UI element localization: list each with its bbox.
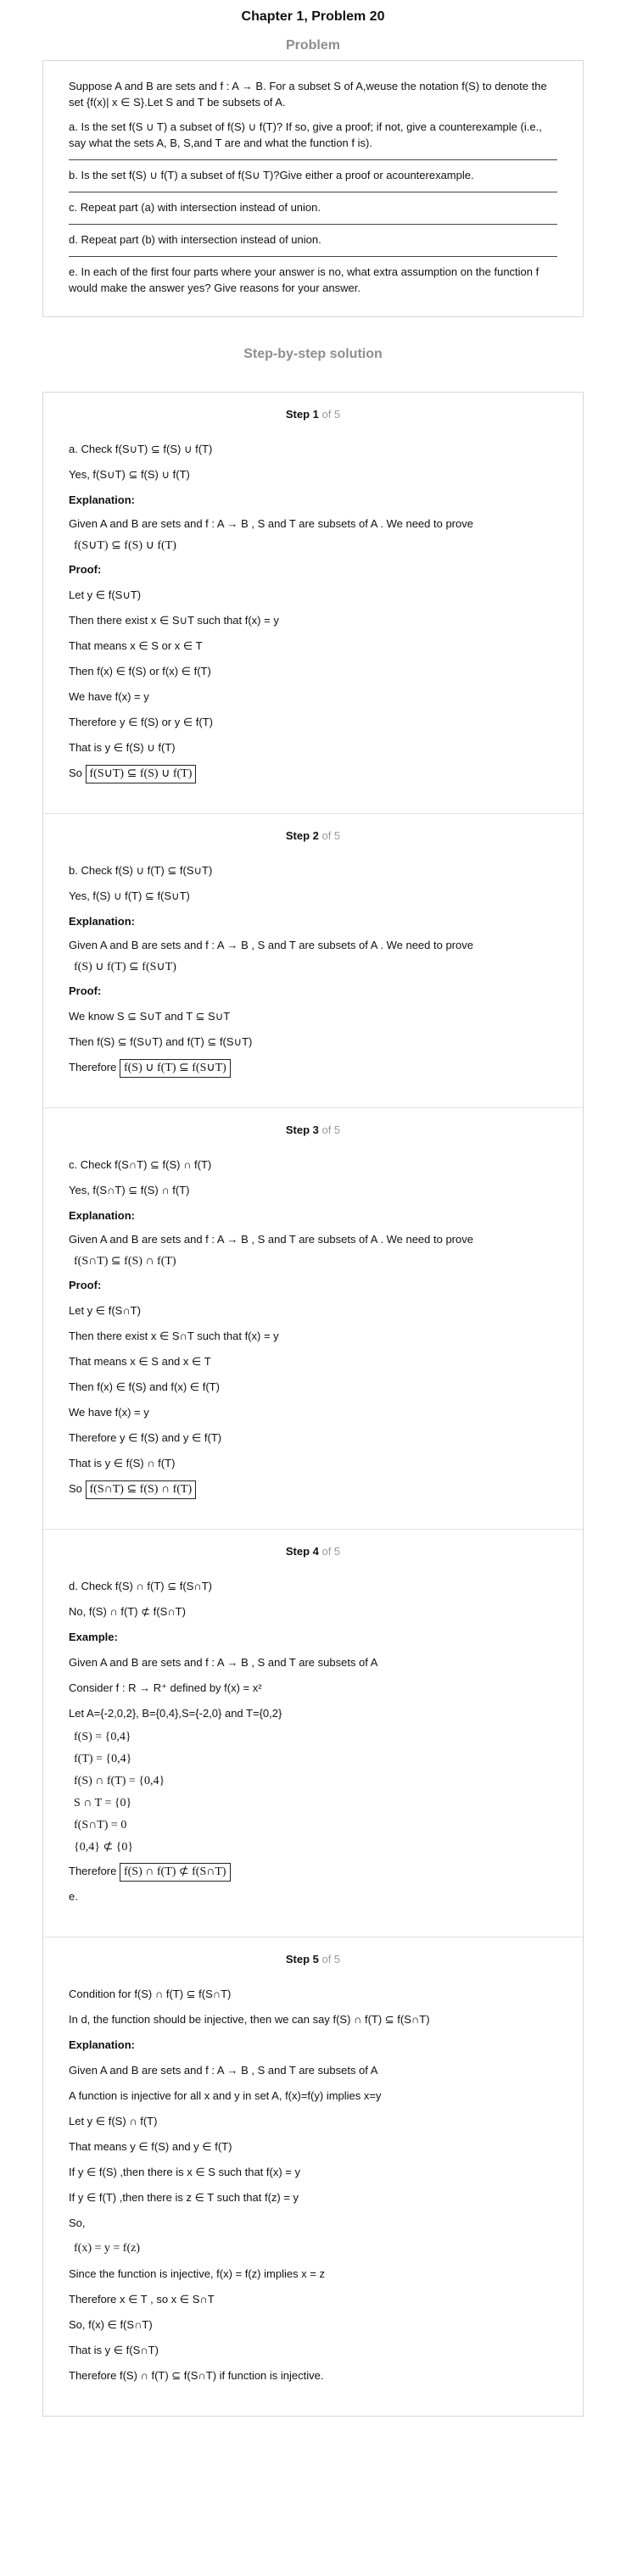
- step-3: [43, 1108, 583, 1530]
- problem-part-d: d. Repeat part (b) with intersection instead of union.: [69, 233, 321, 246]
- conclusion-line: So f(S∪T) ⊆ f(S) ∪ f(T): [69, 761, 557, 786]
- boxed-result: f(S∩T) ⊆ f(S) ∩ f(T): [86, 1480, 197, 1499]
- step-line: That is y ∈ f(S) ∪ f(T): [69, 741, 176, 754]
- step-line: Since the function is injective, f(x) = f(z) implies x = z: [69, 2267, 325, 2280]
- step-line: d. Check f(S) ∩ f(T) ⊆ f(S∩T): [69, 1580, 212, 1592]
- math-line: f(S) = {0,4}: [74, 1731, 131, 1743]
- step-line: That means x ∈ S or x ∈ T: [69, 639, 203, 652]
- math-line: f(S∪T) ⊆ f(S) ∪ f(T): [74, 539, 176, 552]
- explanation-label: Explanation:: [69, 2038, 136, 2051]
- step-line: A function is injective for all x and y in set A, f(x)=f(y) implies x=y: [69, 2089, 382, 2102]
- step-line: e.: [69, 1890, 78, 1903]
- step-title: Step 4 of 5: [285, 1545, 341, 1558]
- step-2: [43, 814, 583, 1108]
- math-line: f(T) = {0,4}: [74, 1753, 132, 1765]
- step-line: Given A and B are sets and f : A → B , S and T are subsets of A . We need to prove: [69, 939, 473, 951]
- step-line: Then f(S) ⊆ f(S∪T) and f(T) ⊆ f(S∪T): [69, 1035, 253, 1048]
- math-line: f(S) ∩ f(T) = {0,4}: [74, 1775, 165, 1787]
- problem-part-c: c. Repeat part (a) with intersection instead of union.: [69, 201, 321, 214]
- math-line: f(S∩T) ⊆ f(S) ∩ f(T): [74, 1255, 176, 1268]
- step-line: Condition for f(S) ∩ f(T) ⊆ f(S∩T): [69, 1988, 232, 2000]
- step-4: [43, 1530, 583, 1938]
- boxed-result: f(S) ∪ f(T) ⊆ f(S∪T): [120, 1059, 231, 1078]
- step-line: No, f(S) ∩ f(T) ⊄ f(S∩T): [69, 1605, 186, 1618]
- step-line: We have f(x) = y: [69, 690, 149, 703]
- step-line: Yes, f(S∪T) ⊆ f(S) ∪ f(T): [69, 468, 190, 481]
- step-title: Step 3 of 5: [285, 1124, 341, 1136]
- step-line: Then there exist x ∈ S∪T such that f(x) = y: [69, 614, 279, 627]
- step-line: If y ∈ f(S) ,then there is x ∈ S such that f(x) = y: [69, 2166, 300, 2178]
- divider: [69, 224, 557, 225]
- problem-card: [42, 60, 584, 317]
- step-line: We have f(x) = y: [69, 1406, 149, 1419]
- step-line: Therefore y ∈ f(S) or y ∈ f(T): [69, 716, 214, 728]
- step-line: If y ∈ f(T) ,then there is z ∈ T such that f(z) = y: [69, 2191, 299, 2204]
- divider: [69, 256, 557, 257]
- step-line: Let y ∈ f(S∪T): [69, 588, 142, 601]
- step-line: a. Check f(S∪T) ⊆ f(S) ∪ f(T): [69, 443, 213, 455]
- step-line: Let y ∈ f(S∩T): [69, 1304, 141, 1317]
- conclusion-line: So f(S∩T) ⊆ f(S) ∩ f(T): [69, 1476, 557, 1502]
- step-title: Step 1 of 5: [285, 408, 341, 421]
- step-line: Let y ∈ f(S) ∩ f(T): [69, 2115, 158, 2127]
- math-line: f(S∩T) = 0: [74, 1819, 127, 1832]
- step-title: Step 5 of 5: [285, 1953, 341, 1965]
- conclusion-line: Therefore f(S) ∩ f(T) ⊄ f(S∩T): [69, 1859, 557, 1884]
- problem-part-a: a. Is the set f(S ∪ T) a subset of f(S) ∪ f(T)? If so, give a proof; if not, give a counterexample (i.e., say what the sets A, B, S,and T are and what the function f is).: [69, 120, 542, 149]
- step-line: Given A and B are sets and f : A → B , S and T are subsets of A . We need to prove: [69, 1233, 473, 1246]
- problem-part-b: b. Is the set f(S) ∪ f(T) a subset of f(S∪ T)?Give either a proof or acounterexample.: [69, 169, 474, 181]
- step-line: We know S ⊆ S∪T and T ⊆ S∪T: [69, 1010, 231, 1023]
- problem-intro: Suppose A and B are sets and f : A → B. For a subset S of A,weuse the notation f(S) to denote the set {f(x)| x ∈ S}.Let S and T be subsets of A.: [69, 80, 547, 109]
- step-line: That is y ∈ f(S∩T): [69, 2344, 159, 2356]
- step-line: In d, the function should be injective, then we can say f(S) ∩ f(T) ⊆ f(S∩T): [69, 2013, 430, 2026]
- step-1: [43, 393, 583, 814]
- step-line: Therefore y ∈ f(S) and y ∈ f(T): [69, 1431, 222, 1444]
- explanation-label: Explanation:: [69, 493, 136, 506]
- step-line: Yes, f(S∩T) ⊆ f(S) ∩ f(T): [69, 1184, 190, 1196]
- math-line: {0,4} ⊄ {0}: [74, 1841, 134, 1854]
- proof-label: Proof:: [69, 984, 102, 997]
- step-title: Step 2 of 5: [285, 829, 341, 842]
- step-5: [43, 1938, 583, 2416]
- step-line: b. Check f(S) ∪ f(T) ⊆ f(S∪T): [69, 864, 213, 877]
- divider: [69, 159, 557, 160]
- step-line: That is y ∈ f(S) ∩ f(T): [69, 1457, 176, 1469]
- step-line: c. Check f(S∩T) ⊆ f(S) ∩ f(T): [69, 1158, 212, 1171]
- proof-label: Proof:: [69, 563, 102, 576]
- boxed-result: f(S∪T) ⊆ f(S) ∪ f(T): [86, 765, 197, 783]
- proof-label: Proof:: [69, 1279, 102, 1291]
- math-line: f(x) = y = f(z): [74, 2242, 140, 2255]
- math-line: f(S) ∪ f(T) ⊆ f(S∪T): [74, 961, 176, 973]
- step-line: Let A={-2,0,2}, B={0,4},S={-2,0} and T={0,2}: [69, 1707, 282, 1720]
- step-line: Yes, f(S) ∪ f(T) ⊆ f(S∪T): [69, 889, 190, 902]
- step-line: So, f(x) ∈ f(S∩T): [69, 2318, 153, 2331]
- step-line: Consider f : R → R⁺ defined by f(x) = x²: [69, 1681, 262, 1694]
- math-line: S ∩ T = {0}: [74, 1797, 132, 1809]
- step-line: Then f(x) ∈ f(S) or f(x) ∈ f(T): [69, 665, 211, 677]
- step-line: Then there exist x ∈ S∩T such that f(x) = y: [69, 1330, 279, 1342]
- explanation-label: Explanation:: [69, 1209, 136, 1222]
- example-label: Example:: [69, 1631, 118, 1643]
- step-line: Given A and B are sets and f : A → B , S and T are subsets of A: [69, 2064, 378, 2077]
- page-title: Chapter 1, Problem 20: [241, 9, 385, 24]
- solution-card: [42, 392, 584, 2417]
- step-line: Then f(x) ∈ f(S) and f(x) ∈ f(T): [69, 1380, 220, 1393]
- conclusion-line: Therefore f(S) ∪ f(T) ⊆ f(S∪T): [69, 1055, 557, 1080]
- step-line: Therefore x ∈ T , so x ∈ S∩T: [69, 2293, 215, 2306]
- step-line: Given A and B are sets and f : A → B , S and T are subsets of A . We need to prove: [69, 517, 473, 530]
- boxed-result: f(S) ∩ f(T) ⊄ f(S∩T): [120, 1863, 231, 1882]
- explanation-label: Explanation:: [69, 915, 136, 928]
- conclusion-line: Therefore f(S) ∩ f(T) ⊆ f(S∩T) if function is injective.: [69, 2369, 324, 2382]
- problem-heading: Problem: [285, 38, 340, 53]
- step-line: So,: [69, 2216, 86, 2229]
- step-line: That means y ∈ f(S) and y ∈ f(T): [69, 2140, 232, 2153]
- step-line: That means x ∈ S and x ∈ T: [69, 1355, 211, 1368]
- solution-heading: Step-by-step solution: [243, 347, 383, 361]
- problem-part-e: e. In each of the first four parts where your answer is no, what extra assumption on the function f would make the answer yes? Give reasons for your answer.: [69, 265, 539, 294]
- step-line: Given A and B are sets and f : A → B , S and T are subsets of A: [69, 1656, 378, 1669]
